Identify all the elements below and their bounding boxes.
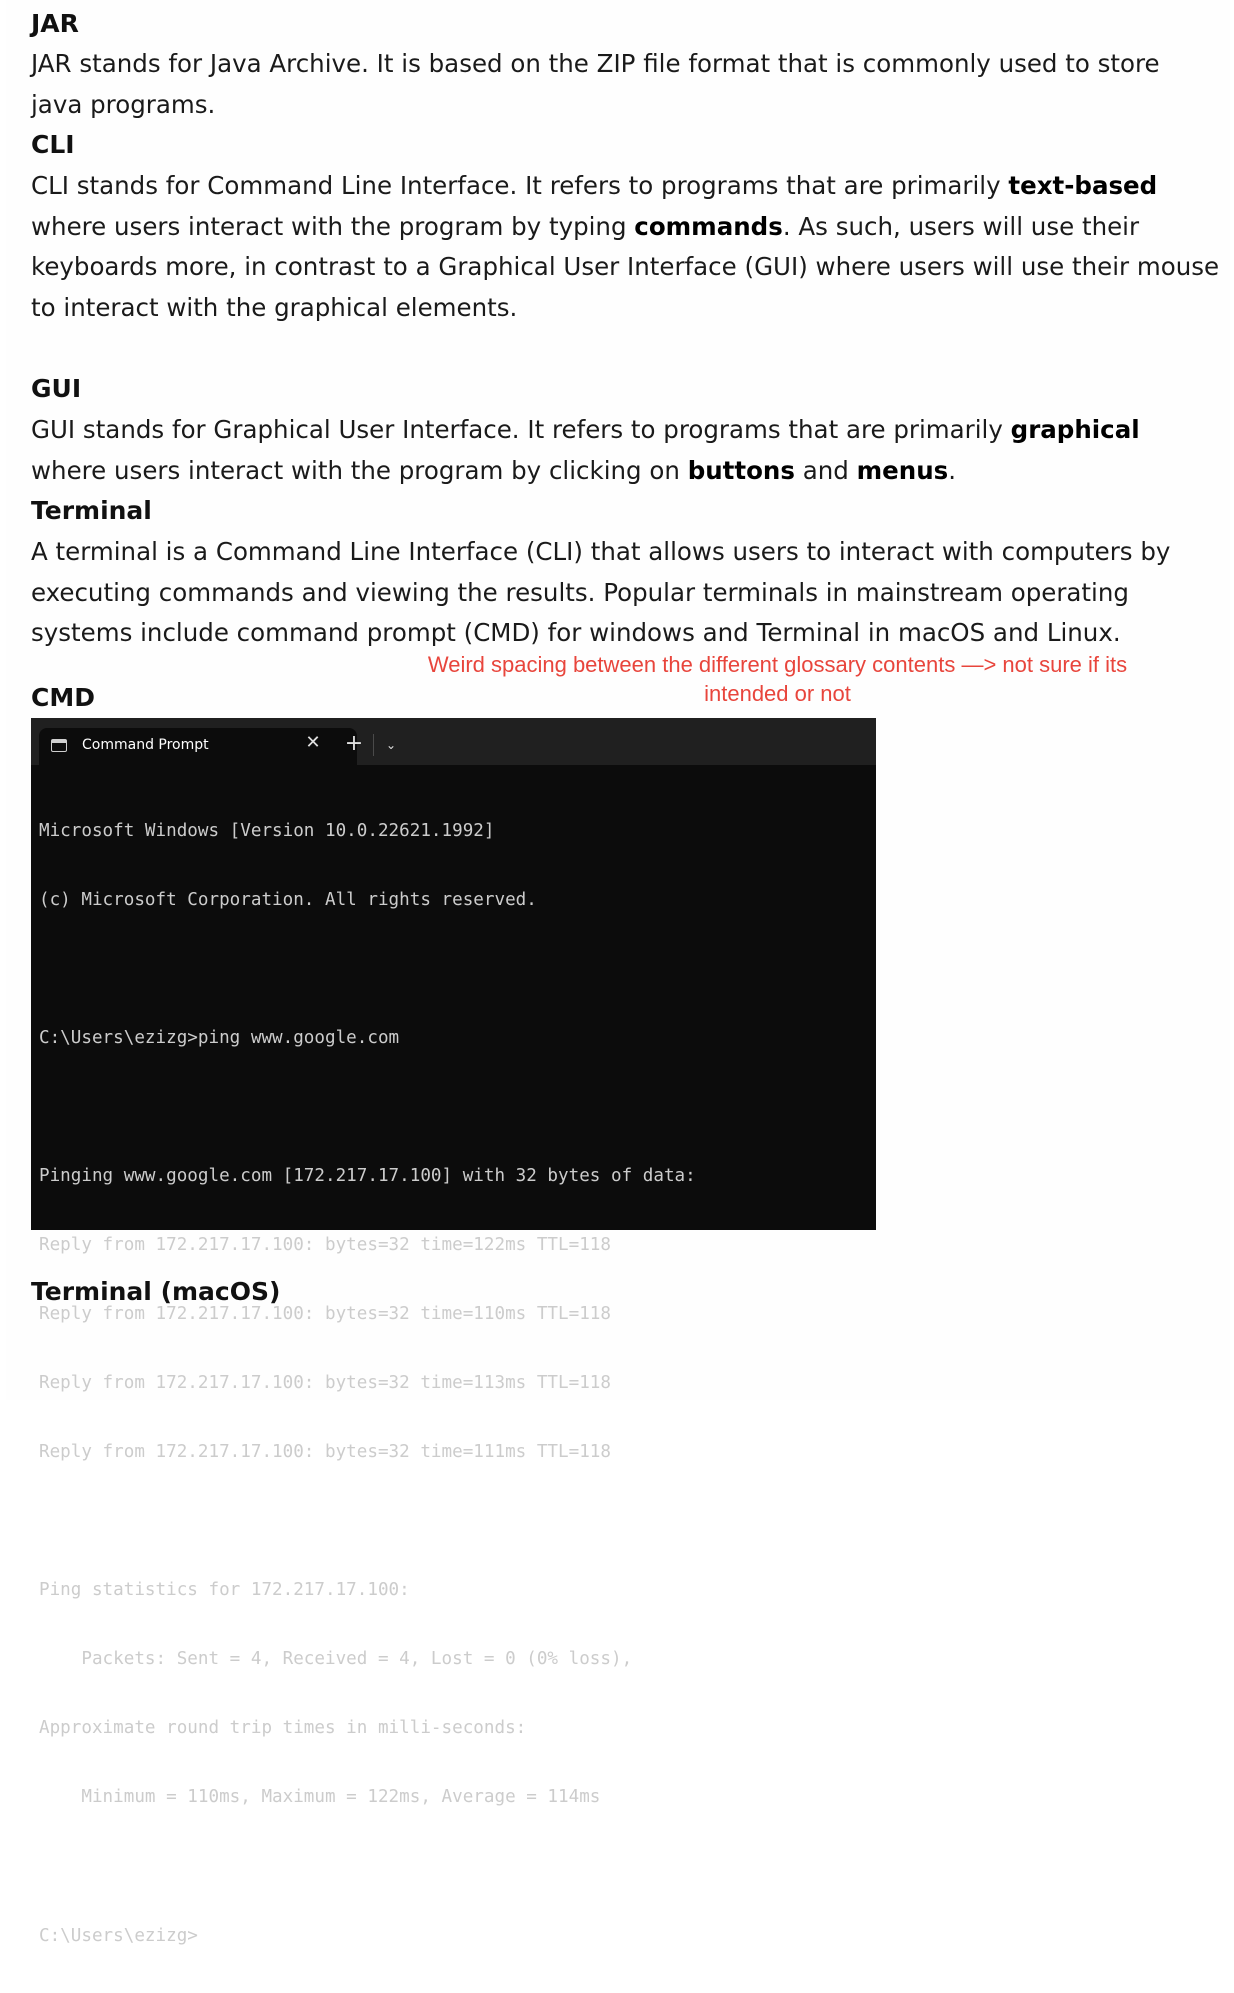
text-cursor xyxy=(199,1924,201,1945)
console-line xyxy=(39,1855,869,1878)
glossary-term-jar: JAR xyxy=(31,9,79,38)
console-line: Reply from 172.217.17.100: bytes=32 time=111ms TTL=118 xyxy=(39,1442,611,1462)
definition-bold-text: text-based xyxy=(1008,171,1158,200)
console-line xyxy=(39,1096,869,1119)
definition-text: . xyxy=(948,455,957,485)
console-line xyxy=(39,958,869,981)
terminal-icon xyxy=(51,739,67,752)
console-line xyxy=(39,1510,869,1533)
glossary-term-terminal-macos: Terminal (macOS) xyxy=(31,1277,281,1306)
console-line: Ping statistics for 172.217.17.100: xyxy=(39,1580,410,1600)
console-line: (c) Microsoft Corporation. All rights reserved. xyxy=(39,890,537,910)
tab-title: Command Prompt xyxy=(82,737,209,753)
glossary-definition-cli xyxy=(31,166,1221,328)
glossary-term-terminal: Terminal xyxy=(31,496,152,525)
console-line: Microsoft Windows [Version 10.0.22621.1992] xyxy=(39,821,495,841)
definition-bold-text: commands xyxy=(634,211,783,241)
definition-bold-text: menus xyxy=(856,455,949,485)
definition-text: where users interact with the program by clicking on xyxy=(31,455,688,485)
review-annotation: Weird spacing between the different glossary contents —> not sure if its intended or not xyxy=(427,652,1128,706)
console-line: Reply from 172.217.17.100: bytes=32 time=113ms TTL=118 xyxy=(39,1373,611,1393)
definition-bold-text: graphical xyxy=(1010,415,1140,444)
console-prompt: C:\Users\ezizg> xyxy=(39,1926,198,1946)
terminal-tab-bar xyxy=(31,718,876,765)
glossary-term-cmd: CMD xyxy=(31,683,95,712)
console-output[interactable] xyxy=(39,774,869,1993)
definition-bold-text: buttons xyxy=(687,455,795,485)
plus-icon[interactable]: + xyxy=(344,731,364,756)
glossary-definition-gui xyxy=(31,410,1221,491)
definition-text: and xyxy=(794,455,857,485)
definition-text: where users interact with the program by typing xyxy=(31,211,635,241)
console-line: Approximate round trip times in milli-seconds: xyxy=(39,1718,527,1738)
definition-text: CLI stands for Command Line Interface. It refers to programs that are primarily xyxy=(31,171,1009,200)
tab-command-prompt[interactable] xyxy=(39,728,357,765)
console-line: Packets: Sent = 4, Received = 4, Lost = 0 (0% loss), xyxy=(39,1649,633,1669)
glossary-definition-jar: JAR stands for Java Archive. It is based on the ZIP file format that is commonly used to store java programs. xyxy=(31,49,1160,119)
tab-divider xyxy=(373,734,374,756)
glossary-term-cli: CLI xyxy=(31,130,75,159)
definition-text: . As such, users will use their keyboards more, in contrast to a Graphical User Interface (GUI) where users will use their mouse to interact with the graphical elements. xyxy=(31,211,1220,322)
console-line: Reply from 172.217.17.100: bytes=32 time=110ms TTL=118 xyxy=(39,1304,611,1324)
console-line: Minimum = 110ms, Maximum = 122ms, Average = 114ms xyxy=(39,1787,601,1807)
chevron-down-icon[interactable]: ⌄ xyxy=(385,738,397,752)
console-line: Reply from 172.217.17.100: bytes=32 time=122ms TTL=118 xyxy=(39,1235,611,1255)
glossary-definition-terminal: A terminal is a Command Line Interface (CLI) that allows users to interact with computers by executing commands and viewing the results. Popular terminals in mainstream operating systems include command prompt (CMD) for windows and Terminal in macOS and Linux. xyxy=(31,537,1171,647)
glossary-term-gui: GUI xyxy=(31,374,82,403)
console-prompt-line xyxy=(39,1924,869,1947)
close-icon[interactable]: ✕ xyxy=(305,732,321,753)
console-line: C:\Users\ezizg>ping www.google.com xyxy=(39,1028,400,1048)
console-line: Pinging www.google.com [172.217.17.100] with 32 bytes of data: xyxy=(39,1166,696,1186)
definition-text: GUI stands for Graphical User Interface. It refers to programs that are primarily xyxy=(31,415,1011,444)
